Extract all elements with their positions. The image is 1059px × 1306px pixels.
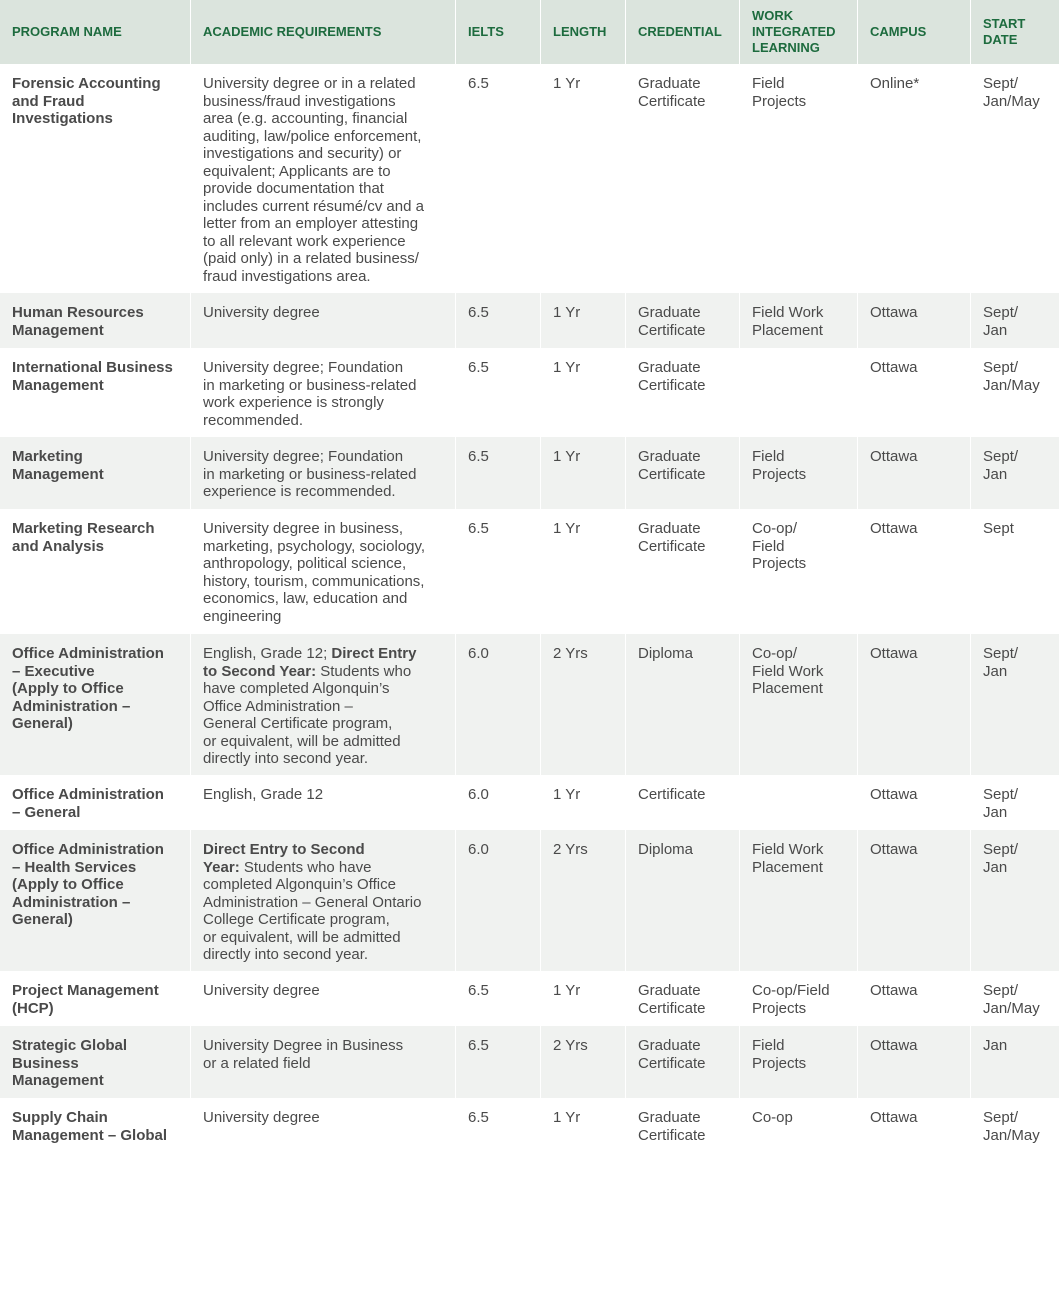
start-date [971, 509, 1059, 635]
start-date [971, 293, 1059, 349]
requirements-line: provide documentation that [203, 180, 384, 197]
credential-line: Graduate [638, 304, 701, 321]
program-length: 1 Yr [541, 1098, 625, 1154]
program-name-line: Marketing Research [12, 520, 155, 537]
requirements-line: includes current résumé/cv and a [203, 197, 424, 215]
program-name-line: (HCP) [12, 999, 54, 1017]
program-name [0, 971, 190, 1027]
wil-line: Projects [752, 465, 807, 483]
wil-line: Co-op/ [752, 645, 798, 662]
start-date-line: Sept/ [983, 1109, 1019, 1126]
requirements-line: or a related field [203, 1054, 311, 1072]
program-name-line: – General [12, 803, 81, 821]
program-name [0, 1026, 190, 1100]
work-integrated-learning [740, 971, 857, 1027]
program-name-line: Strategic Global [12, 1037, 128, 1054]
table-row [0, 971, 1059, 1026]
credential [626, 1026, 739, 1100]
requirements-text: English, Grade 12; [203, 645, 332, 662]
requirements-line: University degree or in a related [203, 75, 416, 92]
header-campus: CAMPUS [858, 0, 970, 64]
start-date-line: Sept/ [983, 75, 1019, 92]
program-name-note: Administration – [12, 697, 131, 715]
table-row [0, 775, 1059, 830]
work-integrated-learning [740, 348, 857, 439]
program-name [0, 1098, 190, 1154]
work-integrated-learning [740, 1026, 857, 1100]
requirements-line: experience is recommended. [203, 483, 396, 500]
program-name-line: Human Resources [12, 304, 144, 321]
credential-line: Graduate [638, 1109, 701, 1126]
table-row [0, 509, 1059, 634]
table-row [0, 1026, 1059, 1098]
requirements-line: economics, law, education and [203, 590, 408, 607]
program-name-note: General) [12, 911, 73, 928]
wil-line: Placement [752, 858, 823, 876]
work-integrated-learning [740, 64, 857, 295]
program-length: 2 Yrs [541, 634, 625, 778]
program-name-line: Management – Global [12, 1126, 168, 1144]
program-name [0, 830, 190, 974]
start-date-line: Sept/ [983, 786, 1019, 803]
table-row [0, 437, 1059, 509]
requirements-line: directly into second year. [203, 750, 369, 767]
table-row [0, 1098, 1059, 1153]
requirements-line: or equivalent, will be admitted [203, 928, 401, 946]
program-length: 1 Yr [541, 509, 625, 635]
requirements-line: work experience is strongly [203, 394, 384, 411]
wil-line: Field [752, 448, 785, 465]
start-date [971, 64, 1059, 295]
campus: Ottawa [858, 1098, 970, 1154]
program-name-line: International Business [12, 359, 173, 376]
requirements-line: Administration – General Ontario [203, 893, 422, 911]
program-name [0, 64, 190, 295]
academic-requirements [191, 971, 455, 1027]
program-name-line: Management [12, 376, 104, 394]
start-date-line: Jan [983, 1037, 1008, 1054]
program-name-line: and Analysis [12, 537, 104, 555]
requirements-line: in marketing or business-related [203, 376, 417, 394]
academic-requirements [191, 1026, 455, 1100]
requirements-emphasis: to Second Year: [203, 662, 317, 680]
program-name-line: – Executive [12, 662, 95, 680]
header-wil-line: LEARNING [752, 40, 820, 55]
table-row [0, 634, 1059, 775]
requirements-line: recommended. [203, 411, 304, 429]
credential [626, 634, 739, 778]
academic-requirements [191, 634, 455, 778]
table-row [0, 64, 1059, 293]
header-start-line: DATE [983, 32, 1018, 47]
start-date [971, 634, 1059, 778]
requirements-line: University degree [203, 982, 320, 999]
academic-requirements [191, 1098, 455, 1154]
header-start-line: START [983, 16, 1026, 31]
requirements-line: Direct Entry to Second [203, 841, 365, 858]
start-date-line: Sept/ [983, 982, 1019, 999]
work-integrated-learning [740, 775, 857, 831]
credential-line: Diploma [638, 645, 694, 662]
wil-line: Co-op [752, 1109, 793, 1126]
academic-requirements [191, 830, 455, 974]
wil-line: Projects [752, 555, 807, 572]
requirements-line: letter from an employer attesting [203, 215, 419, 232]
program-name-line: Management [12, 321, 104, 339]
campus: Online* [858, 64, 970, 295]
academic-requirements [191, 509, 455, 635]
program-length: 1 Yr [541, 293, 625, 349]
program-length: 2 Yrs [541, 830, 625, 974]
program-name-line: Office Administration [12, 645, 164, 662]
wil-line: Projects [752, 92, 807, 110]
program-name [0, 348, 190, 439]
program-length: 2 Yrs [541, 1026, 625, 1100]
ielts-score: 6.5 [456, 437, 540, 511]
start-date-line: Jan [983, 803, 1008, 821]
program-length: 1 Yr [541, 775, 625, 831]
wil-line: Field [752, 1037, 785, 1054]
wil-line: Field Work [752, 662, 824, 680]
program-name-note: Administration – [12, 893, 131, 911]
requirements-line: University Degree in Business [203, 1037, 404, 1054]
work-integrated-learning [740, 830, 857, 974]
program-name-note: (Apply to Office [12, 876, 124, 893]
start-date [971, 437, 1059, 511]
program-name-line: Management [12, 465, 104, 483]
program-name [0, 509, 190, 635]
program-name-note: (Apply to Office [12, 680, 124, 697]
academic-requirements [191, 293, 455, 349]
ielts-score: 6.5 [456, 1098, 540, 1154]
wil-line: Field Work [752, 841, 824, 858]
requirements-line: University degree [203, 1109, 320, 1126]
requirements-text: Students who [316, 662, 412, 680]
requirements-line [203, 663, 443, 681]
credential [626, 1098, 739, 1154]
header-wil-line: WORK [752, 8, 794, 23]
wil-line: Placement [752, 680, 823, 697]
program-name-line: Forensic Accounting [12, 75, 161, 92]
credential [626, 293, 739, 349]
ielts-score: 6.5 [456, 293, 540, 349]
credential [626, 437, 739, 511]
header-length: LENGTH [541, 0, 625, 64]
program-name-line: and Fraud [12, 92, 85, 110]
start-date [971, 1026, 1059, 1100]
campus: Ottawa [858, 293, 970, 349]
program-name [0, 775, 190, 831]
requirements-line: history, tourism, communications, [203, 572, 425, 590]
start-date-line: Sept [983, 520, 1014, 537]
start-date [971, 1098, 1059, 1154]
campus: Ottawa [858, 775, 970, 831]
table-header [0, 0, 1059, 64]
wil-line: Field [752, 537, 785, 555]
academic-requirements [191, 64, 455, 295]
credential-line: Certificate [638, 1054, 706, 1072]
wil-line: Field Work [752, 304, 824, 321]
credential-line: Certificate [638, 1126, 706, 1144]
requirements-line: College Certificate program, [203, 911, 390, 928]
requirements-line: General Certificate program, [203, 715, 393, 732]
credential [626, 509, 739, 635]
requirements-line: fraud investigations area. [203, 267, 371, 285]
credential-line: Graduate [638, 359, 701, 376]
campus: Ottawa [858, 830, 970, 974]
program-name-note: General) [12, 715, 73, 732]
requirements-line [203, 859, 443, 877]
work-integrated-learning [740, 293, 857, 349]
start-date-line: Jan [983, 465, 1008, 483]
requirements-line: investigations and security) or [203, 145, 402, 162]
start-date [971, 971, 1059, 1027]
wil-line: Projects [752, 999, 807, 1017]
campus: Ottawa [858, 348, 970, 439]
header-ielts: IELTS [456, 0, 540, 64]
requirements-line: engineering [203, 607, 282, 625]
requirements-line: marketing, psychology, sociology, [203, 537, 426, 555]
start-date-line: Sept/ [983, 448, 1019, 465]
credential-line: Certificate [638, 465, 706, 483]
start-date-line: Jan [983, 858, 1008, 876]
start-date-line: Jan [983, 321, 1008, 339]
requirements-line: completed Algonquin’s Office [203, 876, 396, 893]
credential-line: Certificate [638, 376, 706, 394]
work-integrated-learning [740, 437, 857, 511]
credential-line: Diploma [638, 841, 694, 858]
campus: Ottawa [858, 634, 970, 778]
ielts-score: 6.0 [456, 775, 540, 831]
program-name-line: Marketing [12, 448, 83, 465]
credential [626, 830, 739, 974]
requirements-line: auditing, law/police enforcement, [203, 127, 422, 145]
requirements-line: University degree [203, 304, 320, 321]
academic-requirements [191, 437, 455, 511]
credential [626, 775, 739, 831]
start-date-line: Sept/ [983, 645, 1019, 662]
table-body [0, 64, 1059, 1153]
header-program-name: PROGRAM NAME [0, 0, 190, 64]
program-name [0, 437, 190, 511]
program-name-line: Office Administration [12, 786, 164, 803]
requirements-line: business/fraud investigations [203, 92, 396, 110]
requirements-line: University degree in business, [203, 520, 404, 537]
ielts-score: 6.0 [456, 830, 540, 974]
table-row [0, 293, 1059, 348]
start-date-line: Jan [983, 662, 1008, 680]
wil-line: Field [752, 75, 785, 92]
requirements-line: directly into second year. [203, 946, 369, 963]
requirements-line: equivalent; Applicants are to [203, 162, 391, 180]
header-credential: CREDENTIAL [626, 0, 739, 64]
start-date-line: Sept/ [983, 359, 1019, 376]
program-name-line: Management [12, 1072, 104, 1089]
start-date-line: Jan/May [983, 92, 1040, 110]
program-name-line: Project Management [12, 982, 159, 999]
program-name-line: Supply Chain [12, 1109, 108, 1126]
academic-requirements [191, 775, 455, 831]
start-date-line: Sept/ [983, 304, 1019, 321]
program-length: 1 Yr [541, 348, 625, 439]
requirements-line: anthropology, political science, [203, 555, 407, 572]
credential-line: Certificate [638, 999, 706, 1017]
program-name-line: Office Administration [12, 841, 164, 858]
ielts-score: 6.5 [456, 509, 540, 635]
requirements-line: University degree; Foundation [203, 359, 404, 376]
program-length: 1 Yr [541, 64, 625, 295]
requirements-line: in marketing or business-related [203, 465, 417, 483]
requirements-line: have completed Algonquin’s [203, 680, 390, 697]
wil-line: Placement [752, 321, 823, 339]
header-wil-line: INTEGRATED [752, 24, 836, 39]
program-name-line: – Health Services [12, 858, 137, 876]
start-date-line: Jan/May [983, 376, 1040, 394]
requirements-text: Students who have [239, 858, 372, 876]
requirements-line [203, 645, 443, 663]
header-academic-requirements: ACADEMIC REQUIREMENTS [191, 0, 455, 64]
credential [626, 64, 739, 295]
start-date [971, 830, 1059, 974]
work-integrated-learning [740, 509, 857, 635]
campus: Ottawa [858, 971, 970, 1027]
credential-line: Graduate [638, 448, 701, 465]
requirements-line: (paid only) in a related business/ [203, 250, 419, 267]
program-name-line: Investigations [12, 110, 113, 127]
program-name-line: Business [12, 1054, 79, 1072]
program-length: 1 Yr [541, 971, 625, 1027]
start-date [971, 348, 1059, 439]
campus: Ottawa [858, 437, 970, 511]
start-date [971, 775, 1059, 831]
start-date-line: Jan/May [983, 999, 1040, 1017]
requirements-emphasis: Direct Entry [331, 645, 417, 662]
ielts-score: 6.0 [456, 634, 540, 778]
credential [626, 971, 739, 1027]
work-integrated-learning [740, 1098, 857, 1154]
work-integrated-learning [740, 634, 857, 778]
ielts-score: 6.5 [456, 348, 540, 439]
credential-line: Certificate [638, 321, 706, 339]
table-row [0, 348, 1059, 437]
program-name [0, 293, 190, 349]
program-length: 1 Yr [541, 437, 625, 511]
start-date-line: Sept/ [983, 841, 1019, 858]
credential-line: Certificate [638, 92, 706, 110]
campus: Ottawa [858, 1026, 970, 1100]
requirements-line: area (e.g. accounting, financial [203, 110, 408, 127]
credential-line: Graduate [638, 75, 701, 92]
credential-line: Graduate [638, 1037, 701, 1054]
credential [626, 348, 739, 439]
wil-line: Co-op/Field [752, 982, 830, 999]
program-name [0, 634, 190, 778]
requirements-emphasis: Year: [203, 858, 240, 876]
requirements-line: Office Administration – [203, 697, 353, 715]
header-start-date [971, 0, 1059, 64]
table-row [0, 830, 1059, 971]
requirements-line: English, Grade 12 [203, 786, 324, 803]
header-work-integrated-learning [740, 0, 857, 64]
requirements-line: to all relevant work experience [203, 232, 406, 250]
campus: Ottawa [858, 509, 970, 635]
requirements-line: University degree; Foundation [203, 448, 404, 465]
start-date-line: Jan/May [983, 1126, 1040, 1144]
credential-line: Certificate [638, 537, 706, 555]
credential-line: Graduate [638, 982, 701, 999]
ielts-score: 6.5 [456, 1026, 540, 1100]
academic-requirements [191, 348, 455, 439]
credential-line: Graduate [638, 520, 701, 537]
ielts-score: 6.5 [456, 971, 540, 1027]
ielts-score: 6.5 [456, 64, 540, 295]
wil-line: Co-op/ [752, 520, 798, 537]
requirements-line: or equivalent, will be admitted [203, 732, 401, 750]
wil-line: Projects [752, 1054, 807, 1072]
credential-line: Certificate [638, 786, 706, 803]
